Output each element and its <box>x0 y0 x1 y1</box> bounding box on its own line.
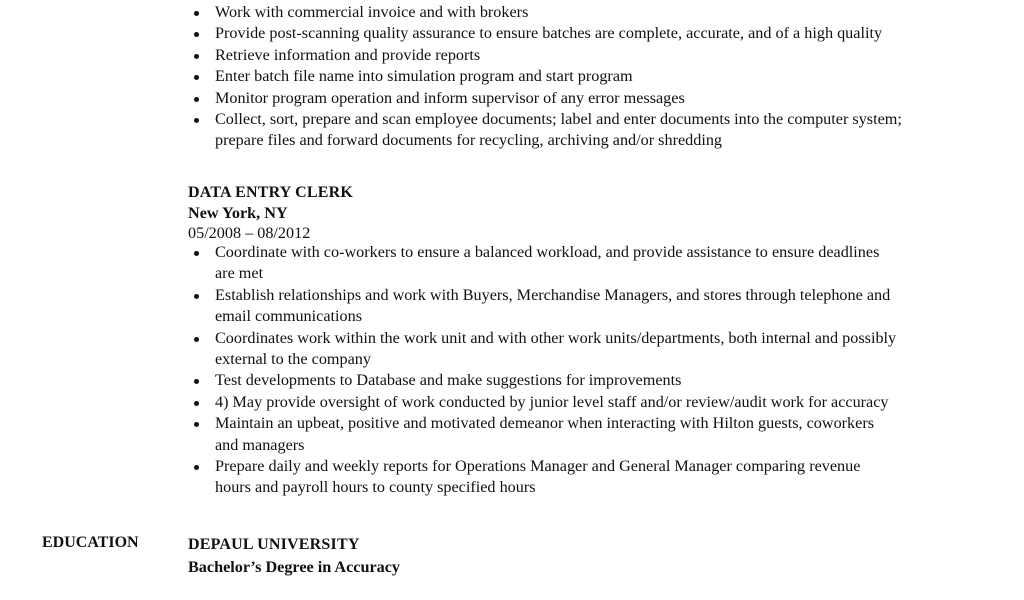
school-name: DEPAUL UNIVERSITY <box>188 536 360 553</box>
bullet-item <box>188 66 902 87</box>
bullet-line: Monitor program operation and inform supervisor of any error messages <box>215 88 685 107</box>
bullet-item <box>188 45 902 66</box>
bullet-item <box>188 242 896 285</box>
job-title: DATA ENTRY CLERK <box>188 184 354 201</box>
bullet-line: hours and payroll hours to county specified hours <box>215 478 536 497</box>
bullet-item <box>188 2 902 23</box>
bullet-item <box>188 456 896 499</box>
bullet-item <box>188 370 896 391</box>
bullet-item <box>188 88 902 109</box>
data-entry-job-bullets <box>188 242 896 499</box>
bullet-line: Coordinates work within the work unit and with other work units/departments, both internal and possibly <box>215 328 897 347</box>
bullet-line: Test developments to Database and make suggestions for improvements <box>215 371 682 390</box>
bullet-line: email communications <box>215 307 362 326</box>
education-heading: EDUCATION <box>42 534 139 551</box>
previous-job-bullets <box>188 2 902 152</box>
bullet-line: Provide post-scanning quality assurance to ensure batches are complete, accurate, and of a high quality <box>215 24 883 43</box>
bullet-item <box>188 328 896 371</box>
bullet-line: Enter batch file name into simulation program and start program <box>215 67 633 86</box>
data-entry-job-section <box>188 182 896 499</box>
bullet-line: external to the company <box>215 350 371 369</box>
bullet-item <box>188 23 902 44</box>
bullet-line: Coordinate with co-workers to ensure a balanced workload, and provide assistance to ensure deadlines <box>215 243 880 261</box>
degree: Bachelor’s Degree in Accuracy <box>188 558 401 576</box>
bullet-line: Collect, sort, prepare and scan employee documents; label and enter documents into the computer system; <box>215 110 902 129</box>
bullet-line: prepare files and forward documents for recycling, archiving and/or shredding <box>215 131 723 150</box>
bullet-line: Establish relationships and work with Buyers, Merchandise Managers, and stores through telephone and <box>215 285 891 304</box>
bullet-item <box>188 285 896 328</box>
bullet-item <box>188 109 902 152</box>
job-location: New York, NY <box>188 204 288 222</box>
bullet-line: Retrieve information and provide reports <box>215 45 481 64</box>
education-section <box>188 534 400 578</box>
bullet-line: 4) May provide oversight of work conducted by junior level staff and/or review/audit work for accuracy <box>215 392 889 411</box>
bullet-line: and managers <box>215 435 305 454</box>
bullet-line: Maintain an upbeat, positive and motivated demeanor when interacting with Hilton guests, coworkers <box>215 414 875 433</box>
previous-job-section <box>188 2 902 152</box>
bullet-line: Prepare daily and weekly reports for Operations Manager and General Manager comparing revenue <box>215 457 861 476</box>
bullet-line: Work with commercial invoice and with brokers <box>215 3 529 21</box>
bullet-line: are met <box>215 264 264 283</box>
bullet-item <box>188 413 896 456</box>
bullet-item <box>188 392 896 413</box>
job-dates: 05/2008 – 08/2012 <box>188 224 311 242</box>
